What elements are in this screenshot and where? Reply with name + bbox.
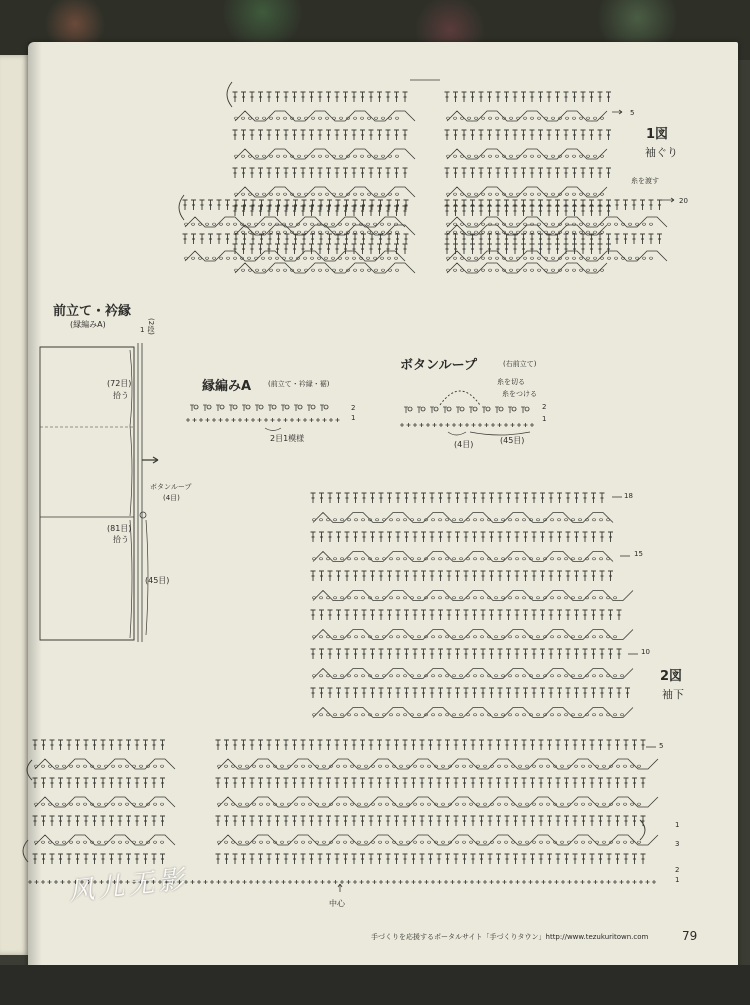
front-band-pattern: (縁編みA) bbox=[70, 320, 106, 329]
edging-a-repeat: 2目1模様 bbox=[270, 434, 305, 443]
button-loop-count-45: (45目) bbox=[500, 436, 525, 445]
front-band-brace-upper bbox=[130, 350, 132, 516]
diagram2-left-chain-row-chains bbox=[34, 841, 163, 843]
diagram2-center-arrow bbox=[338, 884, 342, 892]
diagram1-right-dc-row bbox=[445, 244, 612, 254]
diagram2-upper-chain-row-chains bbox=[312, 675, 623, 677]
diagram1-right-chain-row-chains bbox=[446, 269, 603, 271]
diagram2-row-15: 15 bbox=[634, 550, 643, 558]
diagram2-lower-dc-row bbox=[216, 854, 646, 864]
edging-a-pattern-row bbox=[190, 405, 328, 411]
diagram1-left-dc-row bbox=[233, 206, 408, 216]
front-band-rows: (2段) bbox=[147, 318, 155, 335]
diagram2-row-3: 3 bbox=[675, 840, 680, 848]
diagram2-turn-arc bbox=[27, 760, 32, 780]
diagram1-right-chain-row-chains bbox=[446, 193, 603, 195]
front-band-edge-lines bbox=[134, 343, 142, 642]
diagram2-lower-chain-row-chains bbox=[217, 765, 640, 767]
button-loop-count-4: (4目) bbox=[454, 440, 474, 449]
diagram1-subtitle: 袖ぐり bbox=[645, 146, 678, 159]
diagram1-left-dc-row bbox=[233, 168, 408, 178]
diagram1-left-lower-chain-row bbox=[185, 217, 405, 227]
diagram2-center: 中心 bbox=[329, 899, 345, 908]
diagram2-row-5: 5 bbox=[659, 742, 664, 750]
diagram1-row-5: 5 bbox=[630, 109, 635, 117]
diagram2-lower-chain-row bbox=[218, 835, 658, 845]
diagram1-right-lower-chain-row bbox=[447, 217, 667, 227]
diagram1-left-chain-row-chains bbox=[234, 231, 398, 233]
diagram1-turn-arc bbox=[227, 82, 232, 107]
diagram1-left-chain-row-chains bbox=[234, 193, 398, 195]
diagram2-left-chain-row bbox=[35, 759, 175, 769]
diagram1-row20-arrow bbox=[662, 198, 674, 202]
diagram1-row5-arrow bbox=[612, 110, 622, 114]
diagram1-left-dc-row bbox=[233, 130, 408, 140]
diagram2-left-dc-row bbox=[33, 740, 166, 750]
diagram2-upper-chain-row-chains bbox=[312, 558, 609, 560]
button-loop-pattern-row bbox=[404, 407, 529, 413]
diagram2-left-dc-row bbox=[33, 778, 166, 788]
diagram2-upper-chain-row bbox=[313, 591, 633, 601]
diagram2-lower-dc-row bbox=[216, 778, 646, 788]
front-band-pick-81-b: 拾う bbox=[113, 535, 129, 544]
diagram1-right-dc-row bbox=[445, 130, 612, 140]
button-loop-title: ボタンループ bbox=[400, 358, 478, 373]
diagram2-lower-dc-row bbox=[216, 740, 646, 750]
edging-a-sc-row bbox=[186, 418, 340, 422]
diagram2-upper-chain-row bbox=[313, 513, 613, 523]
diagram1-right-lower-chain-row-chains bbox=[446, 223, 652, 225]
diagram1-join-note: 糸を渡す bbox=[631, 177, 659, 185]
diagram1-left-lower-chain-row bbox=[185, 251, 405, 261]
diagram2-lower-chain-row bbox=[218, 797, 658, 807]
diagram1-left-lower-dc-row bbox=[183, 234, 409, 244]
diagram2-upper-chain-row bbox=[313, 630, 633, 640]
diagram2-subtitle: 袖下 bbox=[662, 688, 684, 701]
diagram1-right-chain-row bbox=[447, 187, 607, 197]
button-loop-cut: 糸を切る bbox=[497, 378, 525, 386]
front-band-row-num: 1 bbox=[140, 326, 145, 334]
diagram2-title: 2図 bbox=[660, 669, 683, 684]
diagram1-right-chain-row-chains bbox=[446, 155, 603, 157]
diagram1-left-chain-row bbox=[235, 187, 415, 197]
diagram2-lower-dc-row bbox=[216, 816, 646, 826]
diagram1-right-dc-row bbox=[445, 168, 612, 178]
diagram2-upper-dc-row bbox=[311, 688, 631, 698]
footer-text: 手づくりを応援するポータルサイト「手づくりタウン」http://www.tezukuritown.com bbox=[371, 933, 649, 941]
button-loop-arc bbox=[440, 391, 480, 405]
front-band-button-loop-count: (4目) bbox=[163, 494, 180, 502]
diagram2-row-10: 10 bbox=[641, 648, 650, 656]
front-band-count-45: (45目) bbox=[145, 576, 170, 585]
diagram2-lower-chain-row-chains bbox=[217, 803, 640, 805]
diagram2-upper-chain-row-chains bbox=[312, 714, 623, 716]
diagram2-upper-dc-row bbox=[311, 532, 614, 542]
diagram1-right-dc-row bbox=[445, 92, 612, 102]
diagram2-left-chain-row bbox=[35, 797, 175, 807]
diagram1-left-chain-row bbox=[235, 149, 415, 159]
diagram1-turn-arc bbox=[179, 195, 184, 220]
diagram1-right-chain-row-chains bbox=[446, 117, 603, 119]
button-loop-side: (右前立て) bbox=[503, 360, 537, 368]
diagram1-left-dc-row bbox=[233, 244, 408, 254]
diagram1-right-chain-row bbox=[447, 225, 607, 235]
edging-a-title: 縁編みA bbox=[202, 379, 252, 394]
diagram1-right-lower-chain-row-chains bbox=[446, 257, 652, 259]
diagram1-row-20: 20 bbox=[679, 197, 688, 205]
button-loop-row-2: 2 bbox=[542, 403, 547, 411]
diagram2-row-2: 2 bbox=[675, 866, 680, 874]
diagram1-title: 1図 bbox=[646, 127, 669, 142]
diagram2-upper-chain-row-chains bbox=[312, 519, 609, 521]
diagram2-upper-dc-row bbox=[311, 493, 605, 503]
diagram2-row-1a: 1 bbox=[675, 821, 680, 829]
diagram1-right-chain-row-chains bbox=[446, 231, 603, 233]
diagram2-left-chain-row bbox=[35, 835, 175, 845]
front-band-button-loop-mark bbox=[140, 512, 146, 518]
diagram2-lower-chain-row-chains bbox=[217, 841, 640, 843]
front-band-pick-72: (72目) bbox=[107, 379, 132, 388]
diagram1-left-chain-row-chains bbox=[234, 117, 398, 119]
diagram2-row-1b: 1 bbox=[675, 876, 680, 884]
diagram1-right-lower-dc-row bbox=[445, 200, 663, 210]
page-number: 79 bbox=[682, 929, 698, 943]
button-loop-sc-row bbox=[400, 423, 534, 427]
diagram1-left-chain-row-chains bbox=[234, 269, 398, 271]
watermark: 风儿无影 bbox=[67, 864, 190, 908]
diagram2-upper-dc-row bbox=[311, 649, 622, 659]
edging-a-row-1: 1 bbox=[351, 414, 356, 422]
diagram2-upper-chain-row bbox=[313, 552, 613, 562]
diagram1-left-chain-row bbox=[235, 111, 415, 121]
edging-a-row-2: 2 bbox=[351, 404, 356, 412]
diagram1-right-chain-row bbox=[447, 263, 607, 273]
diagram1-right-chain-row bbox=[447, 149, 607, 159]
diagram1-right-chain-row bbox=[447, 111, 607, 121]
front-band-pick-72-b: 拾う bbox=[113, 391, 129, 400]
front-band-direction-arrow bbox=[142, 457, 158, 463]
button-loop-row-1: 1 bbox=[542, 415, 547, 423]
diagram2-lower-chain-row bbox=[218, 759, 658, 769]
diagram2-turn-arc bbox=[640, 820, 645, 840]
diagram1-left-chain-row bbox=[235, 263, 415, 273]
diagram2-left-chain-row-chains bbox=[34, 765, 163, 767]
front-band-pick-81: (81目) bbox=[107, 524, 132, 533]
diagram1-left-dc-row bbox=[233, 92, 408, 102]
diagram2-row-18: 18 bbox=[624, 492, 633, 500]
edging-a-scope: (前立て・衿縁・裾) bbox=[268, 380, 330, 388]
diagram1-left-chain-row-chains bbox=[234, 155, 398, 157]
diagram2-left-dc-row bbox=[33, 816, 166, 826]
diagram2-upper-dc-row bbox=[311, 571, 614, 581]
diagram2-turn-arc bbox=[23, 840, 28, 862]
front-band-brace-lower bbox=[130, 520, 132, 638]
diagram2-upper-chain-row bbox=[313, 708, 633, 718]
diagram1-right-dc-row bbox=[445, 206, 612, 216]
front-band-button-loop: ボタンループ bbox=[150, 483, 192, 491]
diagram2-upper-dc-row bbox=[311, 610, 622, 620]
diagram1-right-lower-dc-row bbox=[445, 234, 663, 244]
button-loop-attach: 糸をつける bbox=[502, 390, 537, 398]
diagram1-left-lower-dc-row bbox=[183, 200, 409, 210]
front-band-title: 前立て・衿縁 bbox=[53, 304, 132, 319]
diagram1-right-lower-chain-row bbox=[447, 251, 667, 261]
edging-a-repeat-brace bbox=[265, 428, 281, 431]
diagram2-upper-chain-row bbox=[313, 669, 633, 679]
diagram2-left-chain-row-chains bbox=[34, 803, 163, 805]
